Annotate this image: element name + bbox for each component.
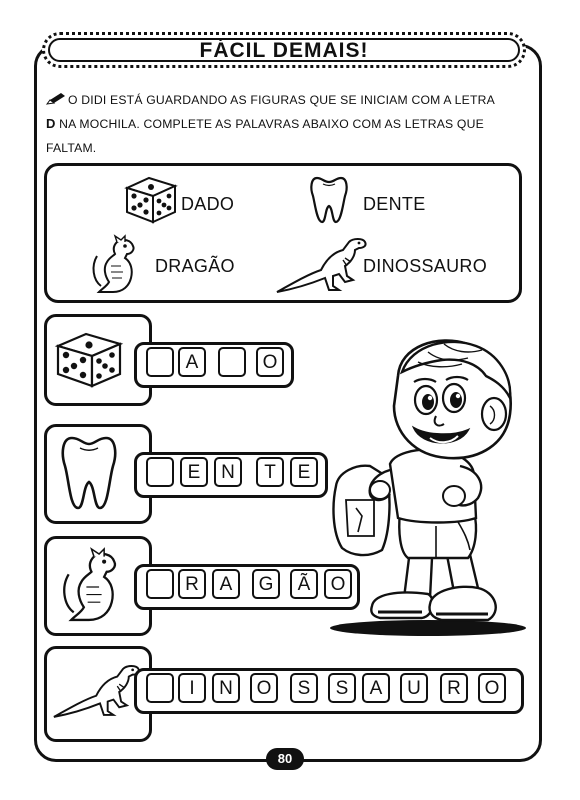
- pencil-icon: [46, 92, 66, 106]
- letter-cell[interactable]: O: [250, 673, 278, 703]
- letter-cell-blank[interactable]: [146, 457, 174, 487]
- letter-cell[interactable]: S: [290, 673, 318, 703]
- letter-cell[interactable]: S: [328, 673, 356, 703]
- page-number: 80: [266, 748, 304, 770]
- letter-cell[interactable]: E: [180, 457, 208, 487]
- letter-cell[interactable]: O: [478, 673, 506, 703]
- letter-cell[interactable]: U: [400, 673, 428, 703]
- tooth-icon: [60, 434, 118, 514]
- word-dragao: DRAGÃO: [155, 256, 235, 276]
- letter-cell-blank[interactable]: [146, 569, 174, 599]
- letter-cell-blank[interactable]: [218, 347, 246, 377]
- instruction-line-1: O DIDI ESTÁ GUARDANDO AS FIGURAS QUE SE INICIAM COM A LETRA: [68, 93, 495, 107]
- page-title: FÁCIL DEMAIS!: [199, 39, 369, 62]
- letter-cell[interactable]: E: [290, 457, 318, 487]
- letter-cell[interactable]: T: [256, 457, 284, 487]
- letter-cell[interactable]: N: [212, 673, 240, 703]
- instructions: [46, 88, 526, 160]
- dragon-icon: [87, 236, 147, 296]
- word-dente: DENTE: [363, 194, 426, 214]
- tooth-icon: [309, 174, 349, 226]
- letter-cell[interactable]: G: [252, 569, 280, 599]
- instruction-line-2: NA MOCHILA. COMPLETE AS PALAVRAS ABAIXO COM AS LETRAS QUE: [55, 117, 484, 131]
- dice-icon: [123, 174, 179, 224]
- instruction-line-3: FALTAM.: [46, 141, 97, 155]
- word-dinossauro: DINOSSAURO: [363, 256, 488, 276]
- letter-cell[interactable]: N: [214, 457, 242, 487]
- letter-cell[interactable]: R: [178, 569, 206, 599]
- dice-icon: [54, 328, 124, 388]
- letter-cell[interactable]: O: [324, 569, 352, 599]
- word-dado: DADO: [181, 194, 235, 214]
- letter-cell[interactable]: A: [178, 347, 206, 377]
- word-bank: [44, 163, 522, 303]
- boy-illustration: [318, 336, 534, 636]
- letter-cell[interactable]: R: [440, 673, 468, 703]
- letter-cell[interactable]: I: [178, 673, 206, 703]
- letter-cell[interactable]: Ã: [290, 569, 318, 599]
- dinosaur-icon: [275, 232, 375, 296]
- letter-cell[interactable]: O: [256, 347, 284, 377]
- title-banner: [42, 32, 526, 68]
- letter-cell-blank[interactable]: [146, 347, 174, 377]
- instruction-letter-d: D: [46, 116, 56, 131]
- letter-cell[interactable]: A: [362, 673, 390, 703]
- letter-cell-blank[interactable]: [146, 673, 174, 703]
- dragon-icon: [56, 546, 132, 628]
- letter-cell[interactable]: A: [212, 569, 240, 599]
